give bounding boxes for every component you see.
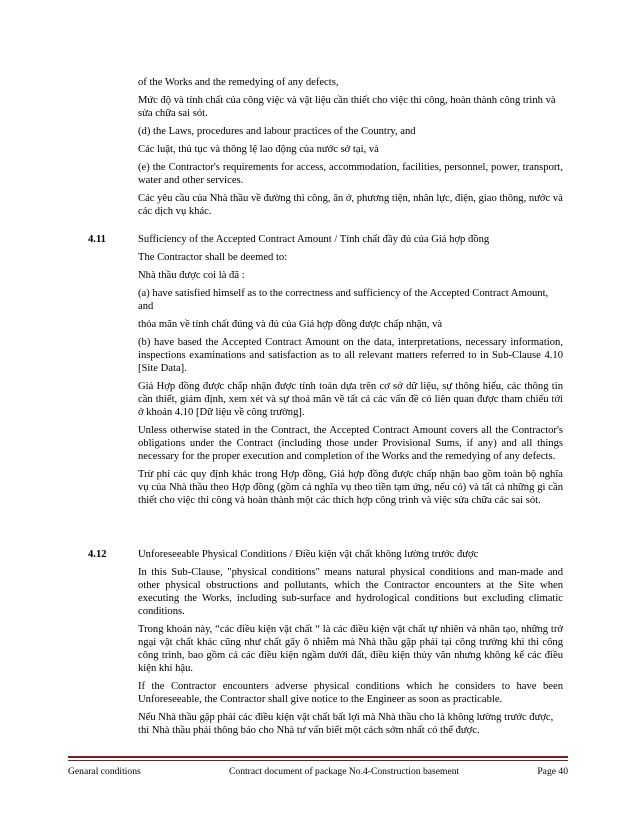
footer-left: Genaral conditions (68, 766, 141, 777)
paragraph: Trong khoản này, “các điều kiện vật chất “ là các điều kiện vật chất tự nhiên và nhân tạo, những trở ngại vật chất khác cũng như chất gây ô nhiễm mà Nhà thầu gặp phải tại công trường khi thi công công trình, bao gồm cả các điều kiện ngầm dưới đất, điều kiện thủy văn nhưng không kể các điều kiện khí hậu. (138, 624, 563, 674)
paragraph: Unless otherwise stated in the Contract, the Accepted Contract Amount covers all the Contractor's obligations under the Contract (including those under Provisional Sums, if any) and all things necessary for the proper execution and completion of the Works and the remedying of any defects. (138, 425, 563, 462)
footer-rule-thin (68, 760, 568, 761)
paragraph: Các luật, thủ tục và thông lệ lao động của nước sở tại, và (138, 144, 379, 155)
paragraph: Trừ phi các quy định khác trong Hợp đồng, Giá hợp đồng được chấp nhận bao gồm toàn bộ nghĩa vụ của Nhà thầu theo Hợp đồng (gồm cả nghĩa vụ theo tiền tạm ứng, nếu có) và tất cả những gì cần thiết cho việc thi công và hoàn thành một các thích hợp công trình và việc sửa chữa các sai sót. (138, 469, 563, 506)
footer-rule-thick (68, 756, 568, 758)
paragraph: (b) have based the Accepted Contract Amount on the data, interpretations, necessary information, inspections examinations and satisfaction as to all relevant matters referred to in Sub-Clause 4.10 [Site Data]. (138, 337, 563, 374)
paragraph: Nhà thầu được coi là đã : (138, 270, 245, 281)
continuation-block (138, 76, 563, 223)
paragraph: The Contractor shall be deemed to: (138, 252, 288, 263)
paragraph: (a) have satisfied himself as to the correctness and sufficiency of the Accepted Contract Amount, and (138, 288, 549, 312)
page-number: Page 40 (537, 766, 568, 777)
footer-center: Contract document of package No.4-Construction basement (229, 766, 460, 777)
clause-heading: Sufficiency of the Accepted Contract Amount / Tính chất đầy đủ của Giá hợp đồng (138, 234, 490, 245)
paragraph: Giá Hợp đồng được chấp nhận được tính toán dựa trên cơ sở dữ liệu, sự thông hiểu, các thông tin cần thiết, giám định, xem xét và sự thoả mãn về tất cả các vấn đề có liên quan được tham chiếu tới ở khoản 4.10 [Dữ liệu về công trường]. (138, 381, 563, 418)
paragraph: In this Sub-Clause, "physical conditions" means natural physical conditions and man-made and other physical obstructions and pollutants, which the Contractor encounters at the Site when executing the Works, including sub-surface and hydrological conditions but excluding climatic conditions. (138, 567, 563, 617)
paragraph: If the Contractor encounters adverse physical conditions which he considers to have been Unforeseeable, the Contractor shall give notice to the Engineer as soon as practicable. (138, 681, 563, 705)
clause-number-4-11: 4.11 (88, 234, 106, 245)
paragraph: thỏa mãn về tính chất đúng và đủ của Giá hợp đồng được chấp nhận, và (138, 319, 443, 330)
paragraph: Các yêu cầu của Nhà thầu về đường thi công, ăn ở, phương tiện, nhân lực, điện, giao thông, nước và các dịch vụ khác. (138, 193, 563, 217)
clause-number-4-12: 4.12 (88, 549, 107, 560)
paragraph: (d) the Laws, procedures and labour practices of the Country, and (138, 126, 416, 137)
paragraph: (e) the Contractor's requirements for access, accommodation, facilities, personnel, power, transport, water and other services. (138, 162, 563, 186)
paragraph: Mức độ và tính chất của công việc và vật liệu cần thiết cho việc thi công, hoàn thành công trình và sửa chữa sai sót. (138, 95, 556, 119)
paragraph: Nếu Nhà thầu gặp phải các điều kiện vật chất bất lợi mà Nhà thầu cho là không lường trước được, thì Nhà thầu phải thông báo cho Nhà tư vấn biết một cách sớm nhất có thể được. (138, 712, 554, 736)
clause-4-12 (138, 548, 563, 742)
clause-4-11 (138, 233, 563, 512)
paragraph: of the Works and the remedying of any defects, (138, 77, 339, 88)
clause-heading: Unforeseeable Physical Conditions / Điều kiện vật chất không lường trước được (138, 549, 479, 560)
